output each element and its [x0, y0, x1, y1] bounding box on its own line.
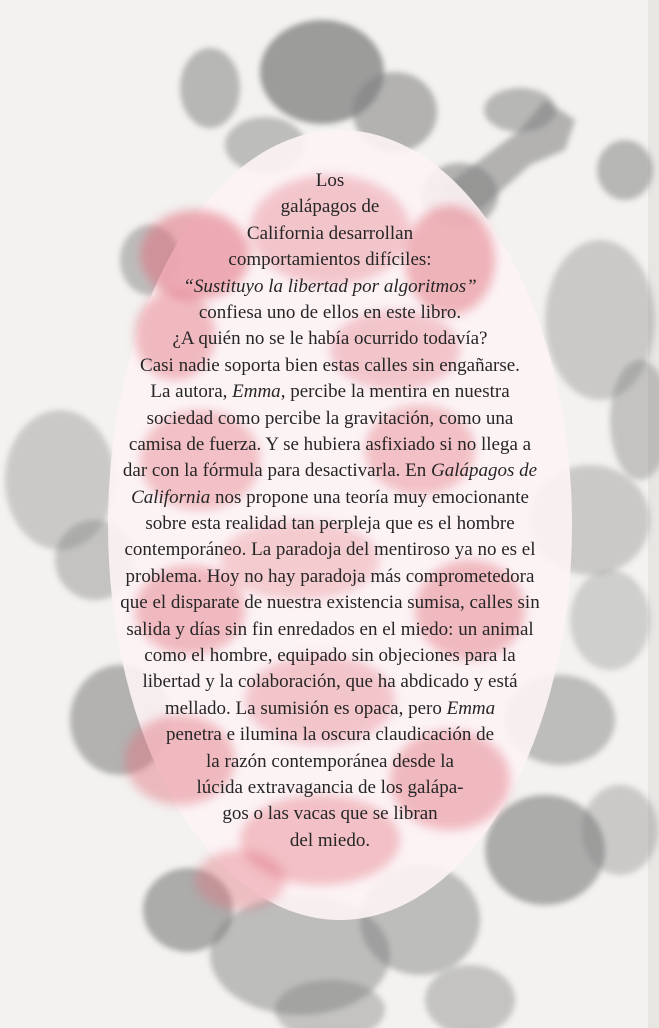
- blurb-italic-text: Emma: [446, 697, 496, 719]
- blurb-line: [80, 485, 580, 511]
- blurb-text: que el disparate de nuestra existencia sumisa, calles sin: [120, 592, 540, 614]
- blurb-line: [80, 511, 580, 537]
- blurb-text: la razón contemporánea desde la: [206, 750, 454, 772]
- blurb-text: Los: [315, 170, 345, 191]
- blurb-line: [80, 300, 580, 326]
- blurb-line: [80, 353, 580, 379]
- blurb-text: penetra e ilumina la oscura claudicación de: [165, 724, 495, 746]
- blurb-line: [80, 406, 580, 432]
- blurb-line: [80, 326, 580, 352]
- blurb-text: camisa de fuerza. Y se hubiera asfixiado si no llega a: [128, 433, 532, 455]
- blurb-line: [80, 458, 580, 484]
- blurb-text: mellado. La sumisión es opaca, pero: [164, 697, 447, 719]
- blurb-text: La autora,: [150, 381, 233, 403]
- blurb-line: [80, 247, 580, 273]
- blurb-line: [80, 221, 580, 247]
- blurb-italic-text: California: [131, 486, 211, 508]
- blurb-text: libertad y la colaboración, que ha abdicado y está: [142, 671, 518, 693]
- blurb-italic-text: Galápagos de: [431, 460, 538, 482]
- back-cover-blurb: [80, 168, 580, 854]
- blurb-line: [80, 590, 580, 616]
- blurb-line: [80, 564, 580, 590]
- blurb-text: salida y días sin fin enredados en el miedo: un animal: [126, 618, 534, 640]
- blurb-line: [80, 828, 580, 854]
- blurb-line: [80, 168, 580, 194]
- blurb-text: California desarrollan: [246, 222, 414, 244]
- blurb-text: dar con la fórmula para desactivarla. En: [122, 460, 431, 482]
- blurb-line: [80, 801, 580, 827]
- blurb-text: confiesa uno de ellos en este libro.: [198, 301, 462, 323]
- blurb-italic-text: Emma: [232, 381, 281, 403]
- blurb-text: sociedad como percibe la gravitación, como una: [146, 407, 514, 429]
- blurb-text: gos o las vacas que se libran: [222, 803, 438, 825]
- blurb-line: [80, 643, 580, 669]
- blurb-line: [80, 617, 580, 643]
- blurb-line: [80, 722, 580, 748]
- blurb-text: Casi nadie soporta bien estas calles sin engañarse.: [140, 354, 520, 376]
- blurb-text: problema. Hoy no hay paradoja más comprometedora: [125, 565, 535, 587]
- blurb-line: [80, 432, 580, 458]
- blurb-line: [80, 775, 580, 801]
- blurb-text: lúcida extravagancia de los galápa-: [196, 776, 464, 798]
- blurb-line: [80, 749, 580, 775]
- blurb-text: comportamientos difíciles:: [228, 249, 432, 271]
- blurb-text: nos propone una teoría muy emocionante: [210, 486, 529, 508]
- blurb-text: del miedo.: [289, 829, 371, 851]
- blurb-text: como el hombre, equipado sin objeciones para la: [144, 645, 516, 667]
- blurb-text: sobre esta realidad tan perpleja que es el hombre: [145, 513, 515, 535]
- blurb-line: [80, 669, 580, 695]
- blurb-line: [80, 537, 580, 563]
- blurb-text: , percibe la mentira en nuestra: [280, 381, 510, 403]
- blurb-line: [80, 194, 580, 220]
- blurb-italic-text: “Sustituyo la libertad por algoritmos”: [183, 275, 477, 297]
- blurb-text: contemporáneo. La paradoja del mentiroso ya no es el: [124, 539, 536, 561]
- blurb-text: galápagos de: [280, 196, 380, 218]
- blurb-text: ¿A quién no se le había ocurrido todavía?: [172, 328, 488, 350]
- blurb-line: [80, 274, 580, 300]
- blurb-line: [80, 696, 580, 722]
- blurb-line: [80, 379, 580, 405]
